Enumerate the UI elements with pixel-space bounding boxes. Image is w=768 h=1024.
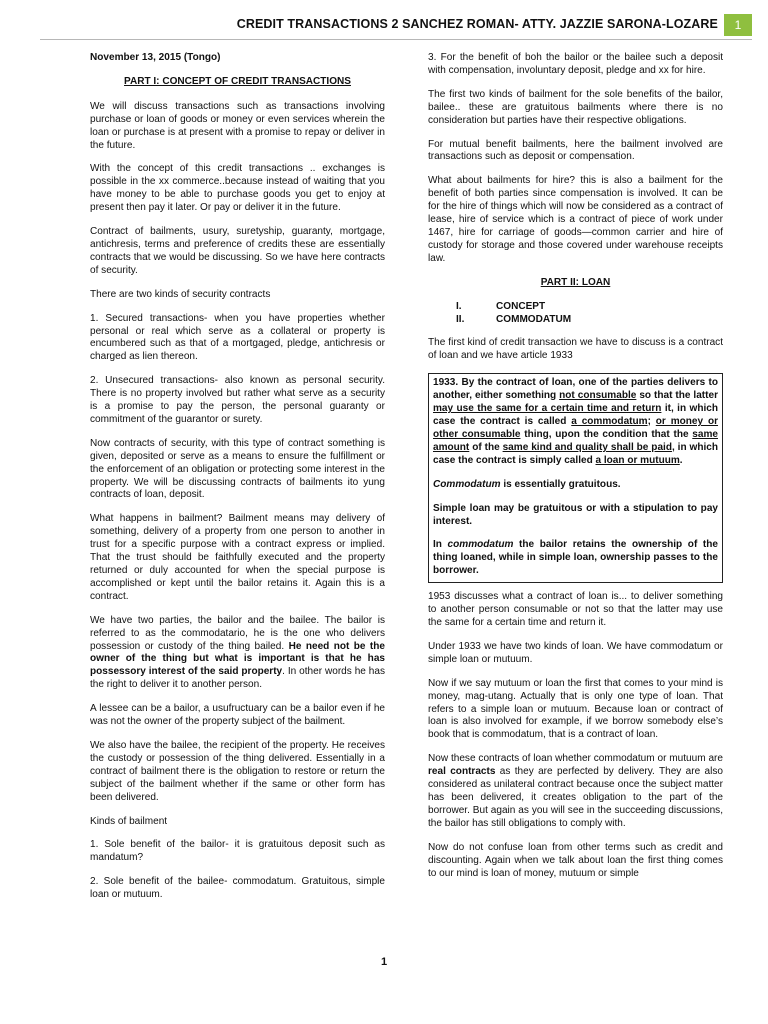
part2-heading: PART II: LOAN — [540, 276, 611, 288]
paragraph: 2. Unsecured transactions- also known as personal security. There is no property involved but rather what serve as a security is a promise to pay the person, the personal guaranty or commitment of the guarantor or surety. — [90, 375, 385, 425]
paragraph: A lessee can be a bailor, a usufructuary can be a bailor even if he was not the owner of the property subject of the bailment. — [90, 703, 385, 728]
underlined-text: a commodatum — [571, 416, 648, 428]
italic-text: Commodatum — [433, 478, 501, 490]
paragraph: Contract of bailments, usury, suretyship, guaranty, mortgage, antichresis, terms and preference of credits these are essentially contracts that we would be discussing. So we have here contracts of security. — [90, 226, 385, 276]
paragraph: 2. Sole benefit of the bailee- commodatum. Gratuitous, simple loan or mutuum. — [90, 876, 385, 901]
underlined-text: may use the same for a certain time and return — [433, 403, 662, 415]
outline-item — [456, 300, 723, 313]
paragraph: We will discuss transactions such as transactions involving purchase or loan of goods or money or even services wherein the loan or purchase is at present with a promise to repay or deliver in the future. — [90, 100, 385, 151]
paragraph: There are two kinds of security contracts — [90, 288, 271, 300]
text-run: ; — [647, 416, 656, 428]
document-title: CREDIT TRANSACTIONS 2 SANCHEZ ROMAN- ATTY. JAZZIE SARONA-LOZARE — [236, 17, 718, 31]
paragraph: Now contracts of security, with this type of contract something is given, deposited or serve as a means to ensure the fulfillment or the enforcement of an obligation or protecting some interest in the property. We will be discussing contracts of bailments ito yung contracts of loan, deposit. — [90, 437, 385, 501]
paragraph: Now if we say mutuum or loan the first that comes to your mind is money, mag-utang. Actually that is only one type of loan. That refers to a simple loan or mutuum. Because loan or contract of loan is also involved for example, if we borrow somebody else’s book that is commodatum, that is a contract of loan. — [428, 677, 723, 741]
page-header — [0, 14, 768, 40]
paragraph: The first two kinds of bailment for the sole benefits of the bailor, bailee.. these are gratuitous bailments where there is no consideration but parties have their respective obligations. — [428, 88, 723, 126]
outline-label: COMMODATUM — [496, 313, 572, 325]
page-badge: 1 — [724, 14, 752, 36]
paragraph: Under 1933 we have two kinds of loan. We have commodatum or simple loan or mutuum. — [428, 640, 723, 665]
underlined-text: same kind and quality shall be paid — [502, 441, 672, 453]
outline-list — [456, 300, 723, 326]
article-text: Simple loan may be gratuitous or with a stipulation to pay interest. — [433, 502, 718, 527]
underlined-text: or money or other consumable — [433, 416, 719, 441]
left-column — [90, 52, 385, 913]
part1-heading: PART I: CONCEPT OF CREDIT TRANSACTIONS — [124, 75, 351, 87]
article-text — [433, 539, 718, 578]
text-run: , in which case the contract is simply called — [433, 441, 718, 466]
paragraph: 1. Secured transactions- when you have properties whether personal or real which serve as a collateral or property is encumbered such as that of a mortgaged, pledge, antichresis or charged as lien thereon. — [90, 312, 385, 363]
paragraph: For mutual benefit bailments, here the bailment involved are transactions such as deposit or compensation. — [428, 138, 723, 163]
paragraph: The first kind of credit transaction we have to discuss is a contract of loan and we have article 1933 — [428, 336, 723, 361]
text-run: is essentially gratuitous. — [500, 478, 621, 490]
outline-item — [456, 313, 723, 326]
lecture-date: November 13, 2015 (Tongo) — [90, 52, 221, 63]
right-column — [428, 52, 723, 891]
text-run: the bailor retains the ownership of the thing loaned, while in simple loan, ownership passes to the borrower. — [433, 539, 718, 577]
paragraph: What happens in bailment? Bailment means may delivery of something, delivery of a property from one person to another in trust for a specific purpose with a contract express or implied. That the trust should be faithfully executed and the property returned or duly accounted for when the special purpose is accomplished or kept until the bailor retains it. Again this is a contract. — [90, 513, 385, 602]
text-run: . In other words he has the right to deliver it to another person. — [90, 666, 385, 691]
text-run: of the — [469, 441, 503, 453]
text-run: In — [433, 539, 448, 551]
text-run: so that the latter — [636, 390, 718, 402]
header-divider — [40, 39, 752, 40]
emphasis-text: real contracts — [428, 766, 496, 778]
article-1933-box — [428, 373, 723, 583]
text-run: 1933. By the contract of loan, one of the parties delivers to another, either something — [433, 377, 718, 402]
outline-number: I. — [456, 300, 462, 312]
paragraph: What about bailments for hire? this is also a bailment for the benefit of both parties since compensation is involved. It can be for the hire of things which will now be considered as a contract of lease, hire of service which is a contract of piece of work under 1467, hire for carriage of goods—common carrier and hire of custody for storage and those covered under warehouse receipts law. — [428, 175, 723, 264]
text-run: . — [679, 454, 683, 466]
paragraph: Now do not confuse loan from other terms such as credit and discounting. Again when we talk about loan the first thing comes to our mind is loan of money, mutuum or simple — [428, 841, 723, 879]
underlined-text: not consumable — [559, 390, 637, 402]
paragraph — [90, 615, 385, 692]
text-run: it, in which case the contract is called — [433, 403, 718, 428]
paragraph — [428, 753, 723, 830]
paragraph: We also have the bailee, the recipient of the property. He receives the custody or possession of the thing delivered. Essentially in a contract of bailment there is the obligation to restore or return the subject of the bailment whether if the same or other form has been delivered. — [90, 739, 385, 803]
article-text — [433, 479, 718, 492]
page-number: 1 — [380, 956, 388, 968]
emphasis-text: He need not be the owner of the thing but what is important is that he has possessory interest of the said property — [90, 640, 386, 678]
italic-text: commodatum — [447, 539, 514, 551]
underlined-text: a loan or mutuum — [595, 454, 680, 466]
text-run: We have two parties, the bailor and the bailee. The bailor is referred to as the commodatario, he is the one who delivers possession or custody of the thing bailed. — [90, 614, 385, 652]
paragraph: 1. Sole benefit of the bailor- it is gratuitous deposit such as mandatum? — [90, 839, 385, 864]
underlined-text: same amount — [433, 429, 718, 453]
paragraph: 1953 discusses what a contract of loan is... to deliver something to another person consumable or not so that the latter may use the same for a certain time and return it. — [428, 591, 723, 628]
text-run: Now these contracts of loan whether commodatum or mutuum are — [428, 753, 723, 765]
outline-number: II. — [456, 313, 465, 325]
text-run: as they are perfected by delivery. They are also considered as unilateral contract because once the subject matter has been delivered, it creates obligation to the part of the borrower. But again as you will see in the succeeding discussions, the bailor has still obligations to comply with. — [428, 766, 723, 829]
outline-label: CONCEPT — [496, 300, 546, 312]
paragraph: Kinds of bailment — [90, 815, 168, 827]
text-run: thing, upon the condition that the — [520, 429, 693, 441]
article-text — [433, 377, 718, 467]
paragraph: 3. For the benefit of boh the bailor or the bailee such a deposit with compensation, involuntary deposit, pledge and xx for hire. — [428, 52, 723, 76]
paragraph: With the concept of this credit transactions .. exchanges is possible in the xx commerce..because instead of waiting that you have money to be able to purchase goods you get to enjoy at present then pay it later. Or pay or deliver it in the future. — [90, 163, 385, 214]
